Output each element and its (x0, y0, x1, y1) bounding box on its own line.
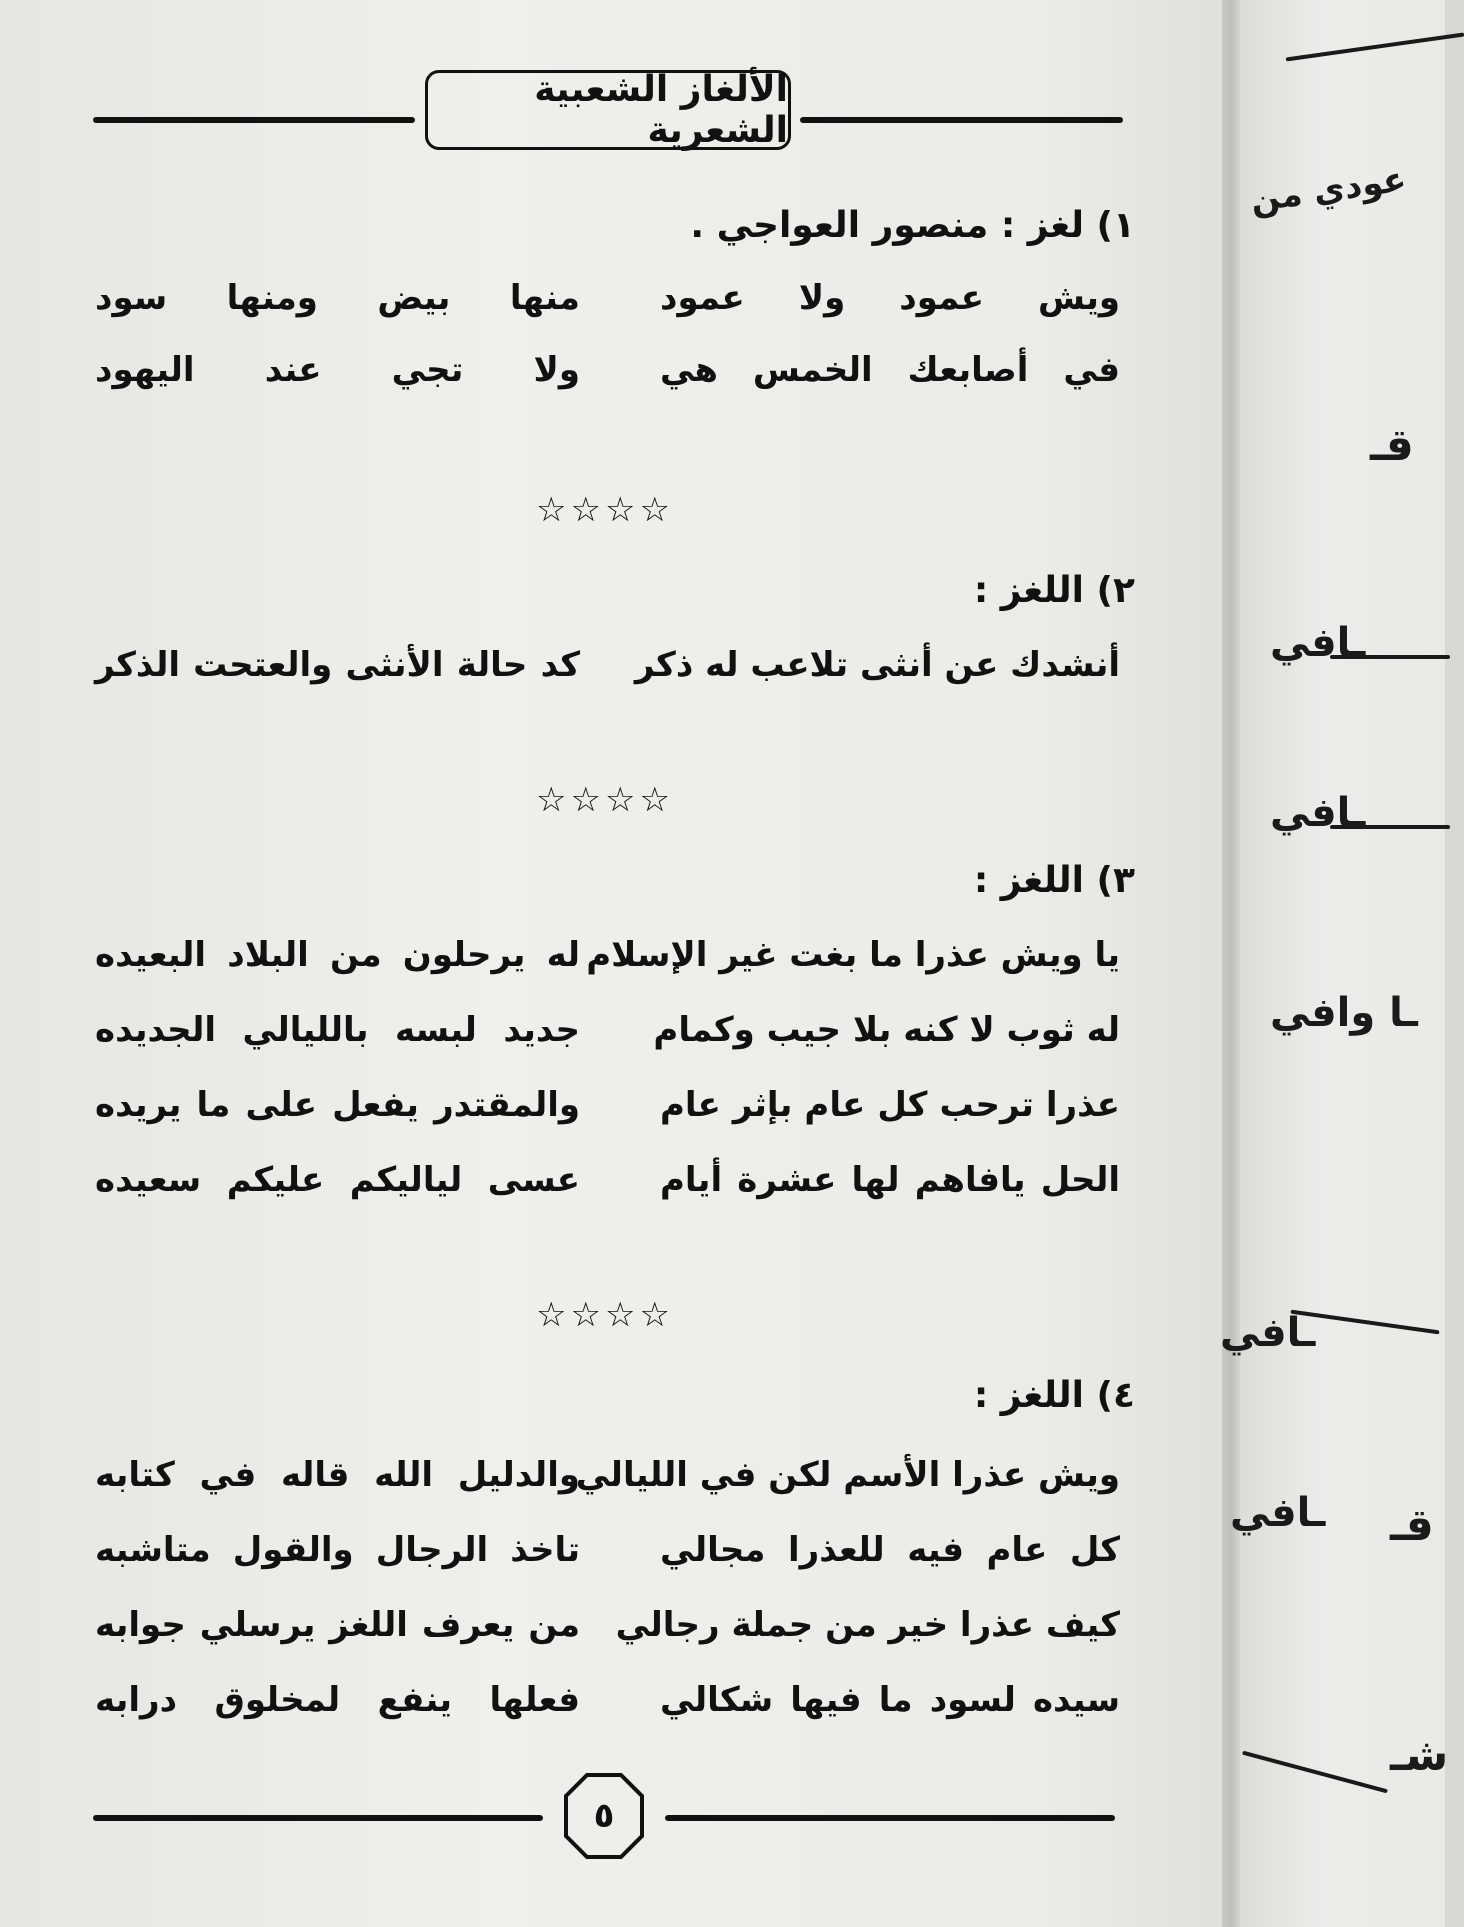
adjacent-page-text-8: ـافي (1230, 1490, 1326, 1536)
riddle-3-verse-4-second-half: عسى لياليكم عليكم سعيده (95, 1160, 580, 1200)
riddle-3-heading: ٣) اللغز : (973, 860, 1135, 901)
riddle-4-verse-4-first-half: سيده لسود ما فيها شكالي (660, 1680, 1120, 1720)
riddle-4-verse-4-second-half: فعلها ينفع لمخلوق درابه (95, 1680, 580, 1720)
adjacent-page-text-1: عودي من (1247, 159, 1409, 221)
page-number-badge (563, 1772, 645, 1860)
adjacent-page-text-7: قـ (1390, 1500, 1434, 1551)
adjacent-page-header-rule (1286, 32, 1464, 61)
header-rule-right (800, 117, 1123, 123)
riddle-2-heading: ٢) اللغز : (973, 570, 1135, 611)
riddle-3-verse-3-second-half: والمقتدر يفعل على ما يريده (95, 1085, 580, 1125)
riddle-2-verse-1-second-half: كد حالة الأنثى والعتحت الذكر (95, 645, 580, 685)
book-gutter (1222, 0, 1240, 1927)
adjacent-page-text-2: قـ (1370, 420, 1414, 471)
footer-rule-left (93, 1815, 543, 1821)
riddle-1-verse-1-first-half: ويش عمود ولا عمود (660, 278, 1120, 318)
adjacent-page-text-9: شـ (1390, 1730, 1449, 1781)
riddle-4-verse-3-second-half: من يعرف اللغز يرسلي جوابه (95, 1605, 580, 1645)
riddle-3-verse-3-first-half: عذرا ترحب كل عام بإثر عام (660, 1085, 1120, 1125)
riddle-1-verse-2-second-half: ولا تجي عند اليهود (95, 350, 580, 390)
riddle-4-verse-2-first-half: كل عام فيه للعذرا مجالي (660, 1530, 1120, 1570)
adjacent-page-text-4: ـافي (1270, 790, 1366, 836)
riddle-3-verse-1-second-half: له يرحلون من البلاد البعيده (95, 935, 580, 975)
page-header-title: الألغاز الشعبية الشعرية (425, 70, 791, 150)
riddle-1-verse-1-second-half: منها بيض ومنها سود (95, 278, 580, 318)
adjacent-page-text-5: ـا وافي (1270, 990, 1418, 1036)
bleed-through-text (80, 262, 88, 290)
riddle-3-verse-1-first-half: يا ويش عذرا ما بغت غير الإسلام (586, 935, 1120, 975)
section-separator-1: ☆☆☆☆ (536, 490, 674, 530)
section-separator-3: ☆☆☆☆ (536, 1295, 674, 1335)
footer-rule-right (665, 1815, 1115, 1821)
riddle-3-verse-2-first-half: له ثوب لا كنه بلا جيب وكمام (653, 1010, 1120, 1050)
riddle-3-verse-4-first-half: الحل يافاهم لها عشرة أيام (660, 1160, 1120, 1200)
riddle-4-verse-1-first-half: ويش عذرا الأسم لكن في الليالي (575, 1455, 1120, 1495)
adjacent-page-edge (1220, 0, 1449, 1927)
riddle-4-verse-2-second-half: تاخذ الرجال والقول متاشبه (95, 1530, 580, 1570)
riddle-1-heading: ١) لغز : منصور العواجي . (690, 205, 1135, 246)
adjacent-page-text-6: ـافي (1220, 1310, 1316, 1356)
adjacent-page-rule-9 (1242, 1751, 1388, 1794)
riddle-1-verse-2-first-half: في أصابعك الخمس هي (660, 350, 1120, 390)
riddle-4-verse-1-second-half: والدليل الله قاله في كتابه (95, 1455, 580, 1495)
adjacent-page-text-3: ـافي (1270, 620, 1366, 666)
riddle-2-verse-1-first-half: أنشدك عن أنثى تلاعب له ذكر (634, 645, 1120, 685)
header-rule-left (93, 117, 415, 123)
riddle-4-verse-3-first-half: كيف عذرا خير من جملة رجالي (615, 1605, 1120, 1645)
section-separator-2: ☆☆☆☆ (536, 780, 674, 820)
riddle-4-heading: ٤) اللغز : (973, 1375, 1135, 1416)
riddle-3-verse-2-second-half: جديد لبسه بالليالي الجديده (95, 1010, 580, 1050)
page-number: ٥ (593, 1796, 615, 1836)
